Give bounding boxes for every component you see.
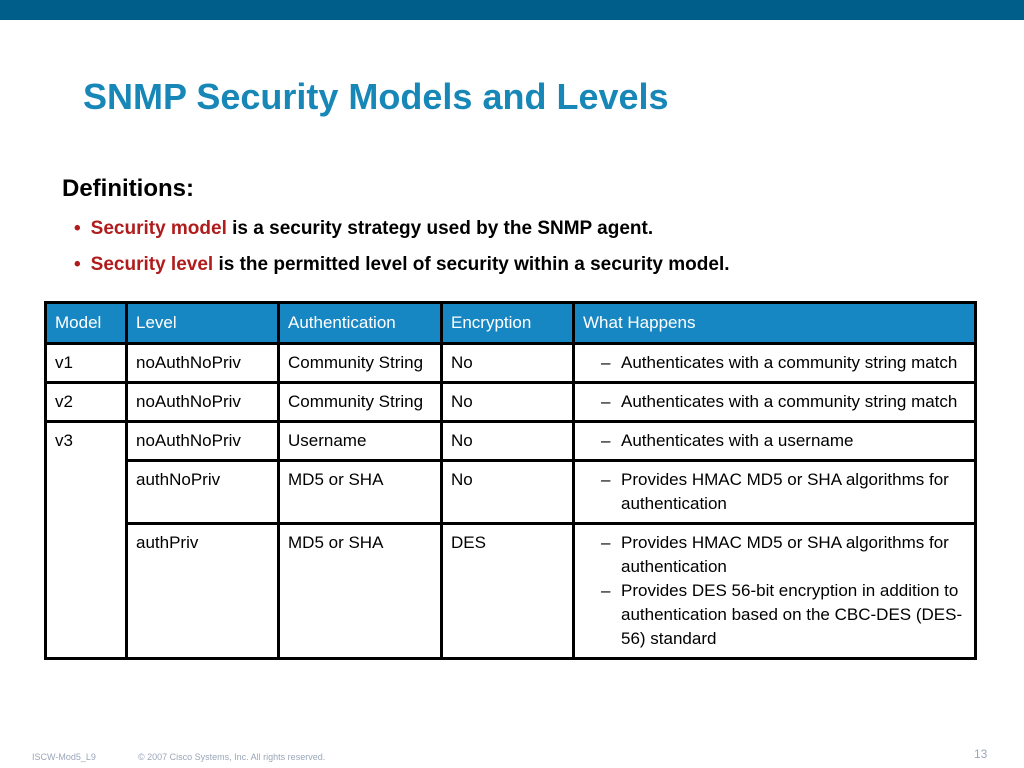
cell-authentication: MD5 or SHA	[279, 461, 442, 524]
table-row	[46, 524, 976, 659]
what-happens-item: – Provides DES 56-bit encryption in addition to authentication based on the CBC-DES (DES-56) standard	[583, 579, 966, 651]
cell-authentication: MD5 or SHA	[279, 524, 442, 659]
security-models-table	[44, 301, 977, 660]
slide-title: SNMP Security Models and Levels	[83, 76, 669, 117]
what-happens-item: – Authenticates with a community string match	[583, 390, 966, 414]
table-row	[46, 383, 976, 422]
definition-term: Security model	[90, 218, 227, 239]
cell-level: noAuthNoPriv	[127, 344, 279, 383]
cell-what-happens	[574, 461, 976, 524]
cell-authentication: Community String	[279, 383, 442, 422]
header-model: Model	[46, 303, 127, 344]
what-happens-item: – Provides HMAC MD5 or SHA algorithms for authentication	[583, 468, 966, 516]
top-banner-bar	[0, 0, 1024, 20]
bullet-dot-icon: •	[74, 254, 81, 275]
definition-bullet-security-model	[74, 218, 653, 240]
what-happens-list	[583, 531, 966, 651]
footer-copyright: © 2007 Cisco Systems, Inc. All rights reserved.	[138, 752, 326, 762]
cell-encryption: No	[442, 422, 574, 461]
what-happens-list	[583, 351, 966, 375]
what-happens-item: – Authenticates with a username	[583, 429, 966, 453]
cell-encryption: No	[442, 461, 574, 524]
what-happens-list	[583, 468, 966, 516]
definition-text: is a security strategy used by the SNMP agent.	[226, 218, 654, 239]
cell-what-happens	[574, 383, 976, 422]
footer-course-id: ISCW-Mod5_L9	[32, 752, 96, 762]
cell-what-happens	[574, 422, 976, 461]
cell-authentication: Username	[279, 422, 442, 461]
table-row	[46, 344, 976, 383]
header-encryption: Encryption	[442, 303, 574, 344]
definition-bullet-security-level	[74, 254, 730, 276]
table-row	[46, 461, 976, 524]
table-row	[46, 422, 976, 461]
cell-what-happens	[574, 524, 976, 659]
what-happens-item: – Authenticates with a community string match	[583, 351, 966, 375]
definition-text: is the permitted level of security within a security model.	[213, 254, 730, 275]
cell-level: authNoPriv	[127, 461, 279, 524]
cell-what-happens	[574, 344, 976, 383]
what-happens-list	[583, 390, 966, 414]
header-level: Level	[127, 303, 279, 344]
cell-encryption: No	[442, 383, 574, 422]
cell-authentication: Community String	[279, 344, 442, 383]
bullet-dot-icon: •	[74, 218, 81, 239]
cell-encryption: DES	[442, 524, 574, 659]
definition-term: Security level	[90, 254, 214, 275]
what-happens-list	[583, 429, 966, 453]
header-what-happens: What Happens	[574, 303, 976, 344]
header-authentication: Authentication	[279, 303, 442, 344]
cell-model: v2	[46, 383, 127, 422]
table-header-row	[46, 303, 976, 344]
cell-model: v3	[46, 422, 127, 659]
cell-level: noAuthNoPriv	[127, 422, 279, 461]
page-number: 13	[974, 747, 988, 761]
cell-encryption: No	[442, 344, 574, 383]
cell-model: v1	[46, 344, 127, 383]
cell-level: noAuthNoPriv	[127, 383, 279, 422]
what-happens-item: – Provides HMAC MD5 or SHA algorithms for authentication	[583, 531, 966, 579]
cell-level: authPriv	[127, 524, 279, 659]
definitions-heading: Definitions:	[62, 175, 194, 202]
